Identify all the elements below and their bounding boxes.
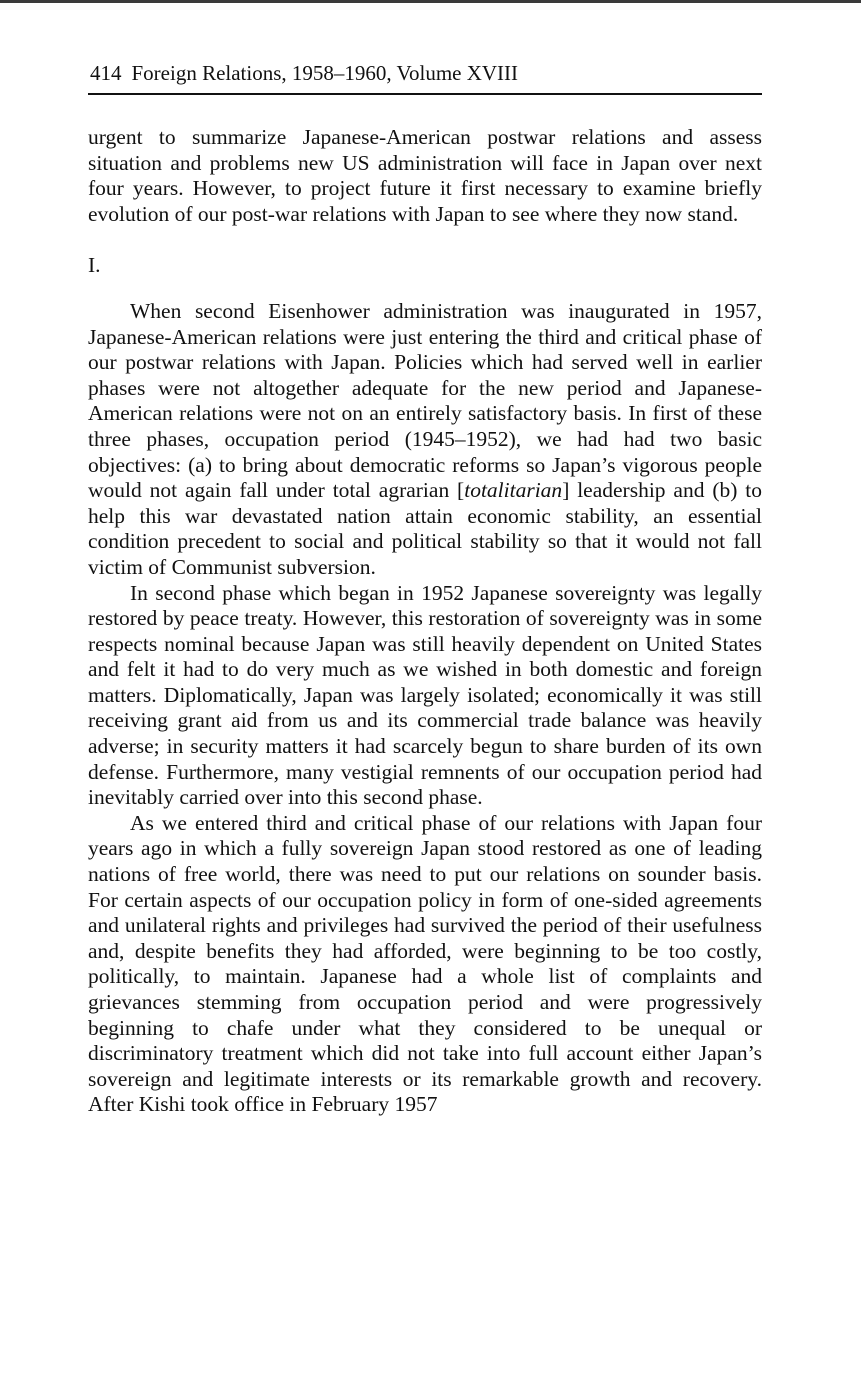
running-head-title: Foreign Relations, 1958–1960, Volume XVIII [131,61,519,85]
paragraph-continuation: urgent to summarize Japanese-American postwar relations and assess situation and problems new US administration will face in Japan over next four years. However, to project future it first necessary to examine briefly evolution of our post-war relations with Japan to see where they now stand. [88,125,762,226]
paragraph-third-phase: As we entered third and critical phase of our relations with Japan four years ago in which a fully sovereign Japan stood restored as one of leading nations of free world, there was need to put our relations on sounder basis. For certain aspects of our occupation policy in form of one-sided agreements and unilateral rights and privileges had survived the period of their usefulness and, despite benefits they had afforded, were beginning to be too costly, politically, to maintain. Japanese had a whole list of complaints and grievances stemming from occupation period and were progressively beginning to chafe under what they considered to be unequal or discriminatory treatment which did not take into full account either Japan’s sovereign and legitimate interests or its remarkable growth and recovery. After Kishi took office in February 1957 [88,810,762,1117]
body-text [88,125,762,1118]
bracketed-correction: totalitarian [464,478,563,503]
page-number: 414 [90,61,122,85]
paragraph-text: When second Eisenhower administration was inaugurated in 1957, Japanese-American relations were just entering the third and critical phase of our postwar relations with Japan. Policies which had served well in earlier phases were not altogether adequate for the new period and Japanese-American relations were not on an entirely satisfactory basis. In first of these three phases, occupation period (1945–1952), we had had two basic objectives: (a) to bring about democratic reforms so Japan’s vigorous people would not again fall under total agrarian [ [88,298,762,503]
section-marker: I. [88,253,101,278]
paragraph-text: ] leadership and (b) to help this war devastated nation attain economic stability, an essential condition precedent to social and political stability so that it would not fall victim of Communist subversion. [88,478,762,579]
document-page [88,60,762,1118]
paragraph-second-phase: In second phase which began in 1952 Japanese sovereignty was legally restored by peace treaty. However, this restoration of sovereignty was in some respects nominal because Japan was still heavily dependent on United States and felt it had to do very much as we wished in both domestic and foreign matters. Diplomatically, Japan was largely isolated; economically it was still receiving grant aid from us and its commercial trade balance was heavily adverse; in security matters it had scarcely begun to share burden of its own defense. Furthermore, many vestigial remnents of our occupation period had inevitably carried over into this second phase. [88,580,762,810]
running-head [88,60,762,86]
header-rule [88,93,762,95]
paragraph-eisenhower-administration [88,299,762,581]
page-top-edge [0,0,861,3]
